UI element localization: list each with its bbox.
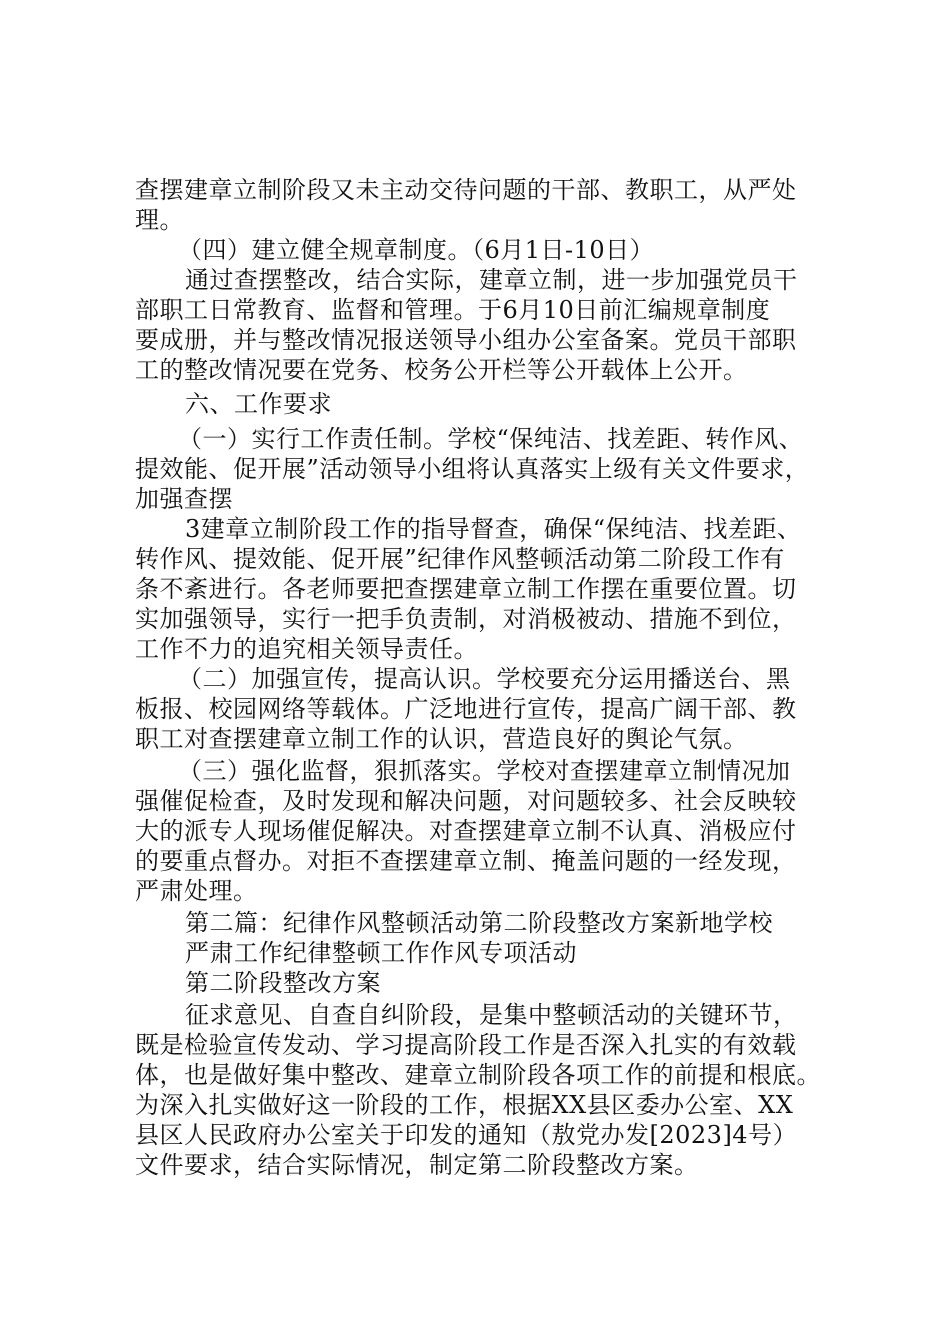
text-line: 体，也是做好集中整改、建章立制阶段各项工作的前提和根底。: [135, 1061, 821, 1089]
text-line: 条不紊进行。各老师要把查摆建章立制工作摆在重要位置。切: [135, 575, 797, 603]
text-line: 为深入扎实做好这一阶段的工作，根据XX县区委办公室、XX: [135, 1091, 794, 1119]
text-line: 要成册，并与整改情况报送领导小组办公室备案。党员干部职: [135, 326, 797, 354]
text-line: 的要重点督办。对拒不查摆建章立制、掩盖问题的一经发现，: [135, 847, 797, 875]
text-line: 既是检验宣传发动、学习提高阶段工作是否深入扎实的有效载: [135, 1031, 797, 1059]
section-heading: 六、工作要求: [185, 390, 332, 418]
text-line: 工的整改情况要在党务、校务公开栏等公开载体上公开。: [135, 356, 748, 384]
text-line: 理。: [135, 206, 184, 234]
text-line: 提效能、促开展”活动领导小组将认真落实上级有关文件要求，: [135, 455, 810, 483]
text-line: 板报、校园网络等载体。广泛地进行宣传，提高广阔干部、教: [135, 695, 797, 723]
text-line: 职工对查摆建章立制工作的认识，营造良好的舆论气氛。: [135, 725, 748, 753]
text-line: 查摆建章立制阶段又未主动交待问题的干部、教职工，从严处: [135, 176, 797, 204]
section-title: 第二阶段整改方案: [185, 969, 381, 997]
text-line: （三）强化监督，狠抓落实。学校对查摆建章立制情况加: [178, 757, 791, 785]
text-line: 实加强领导，实行一把手负责制，对消极被动、措施不到位，: [135, 605, 797, 633]
text-line: 部职工日常教育、监督和管理。于6月10日前汇编规章制度: [135, 296, 771, 324]
section-title: 第二篇：纪律作风整顿活动第二阶段整改方案新地学校: [185, 909, 773, 937]
text-line: 县区人民政府办公室关于印发的通知（敖党办发[2023]4号）: [135, 1121, 798, 1149]
section-title: 严肃工作纪律整顿工作作风专项活动: [185, 939, 577, 967]
text-line: 转作风、提效能、促开展”纪律作风整顿活动第二阶段工作有: [135, 545, 785, 573]
text-line: 加强查摆: [135, 485, 233, 513]
text-line: 大的派专人现场催促解决。对查摆建章立制不认真、消极应付: [135, 817, 797, 845]
text-line: （一）实行工作责任制。学校“保纯洁、找差距、转作风、: [178, 425, 804, 453]
text-line: 强催促检查，及时发现和解决问题，对问题较多、社会反映较: [135, 787, 797, 815]
section-heading: （四）建立健全规章制度。（6月1日-10日）: [178, 236, 655, 264]
text-line: 3建章立制阶段工作的指导督查，确保“保纯洁、找差距、: [185, 515, 802, 543]
text-line: 工作不力的追究相关领导责任。: [135, 635, 478, 663]
text-line: 征求意见、自查自纠阶段，是集中整顿活动的关键环节，: [185, 1001, 798, 1029]
text-line: 通过查摆整改，结合实际，建章立制，进一步加强党员干: [185, 266, 798, 294]
text-line: 文件要求，结合实际情况，制定第二阶段整改方案。: [135, 1151, 699, 1179]
text-line: （二）加强宣传，提高认识。学校要充分运用播送台、黑: [178, 665, 791, 693]
text-line: 严肃处理。: [135, 877, 258, 905]
